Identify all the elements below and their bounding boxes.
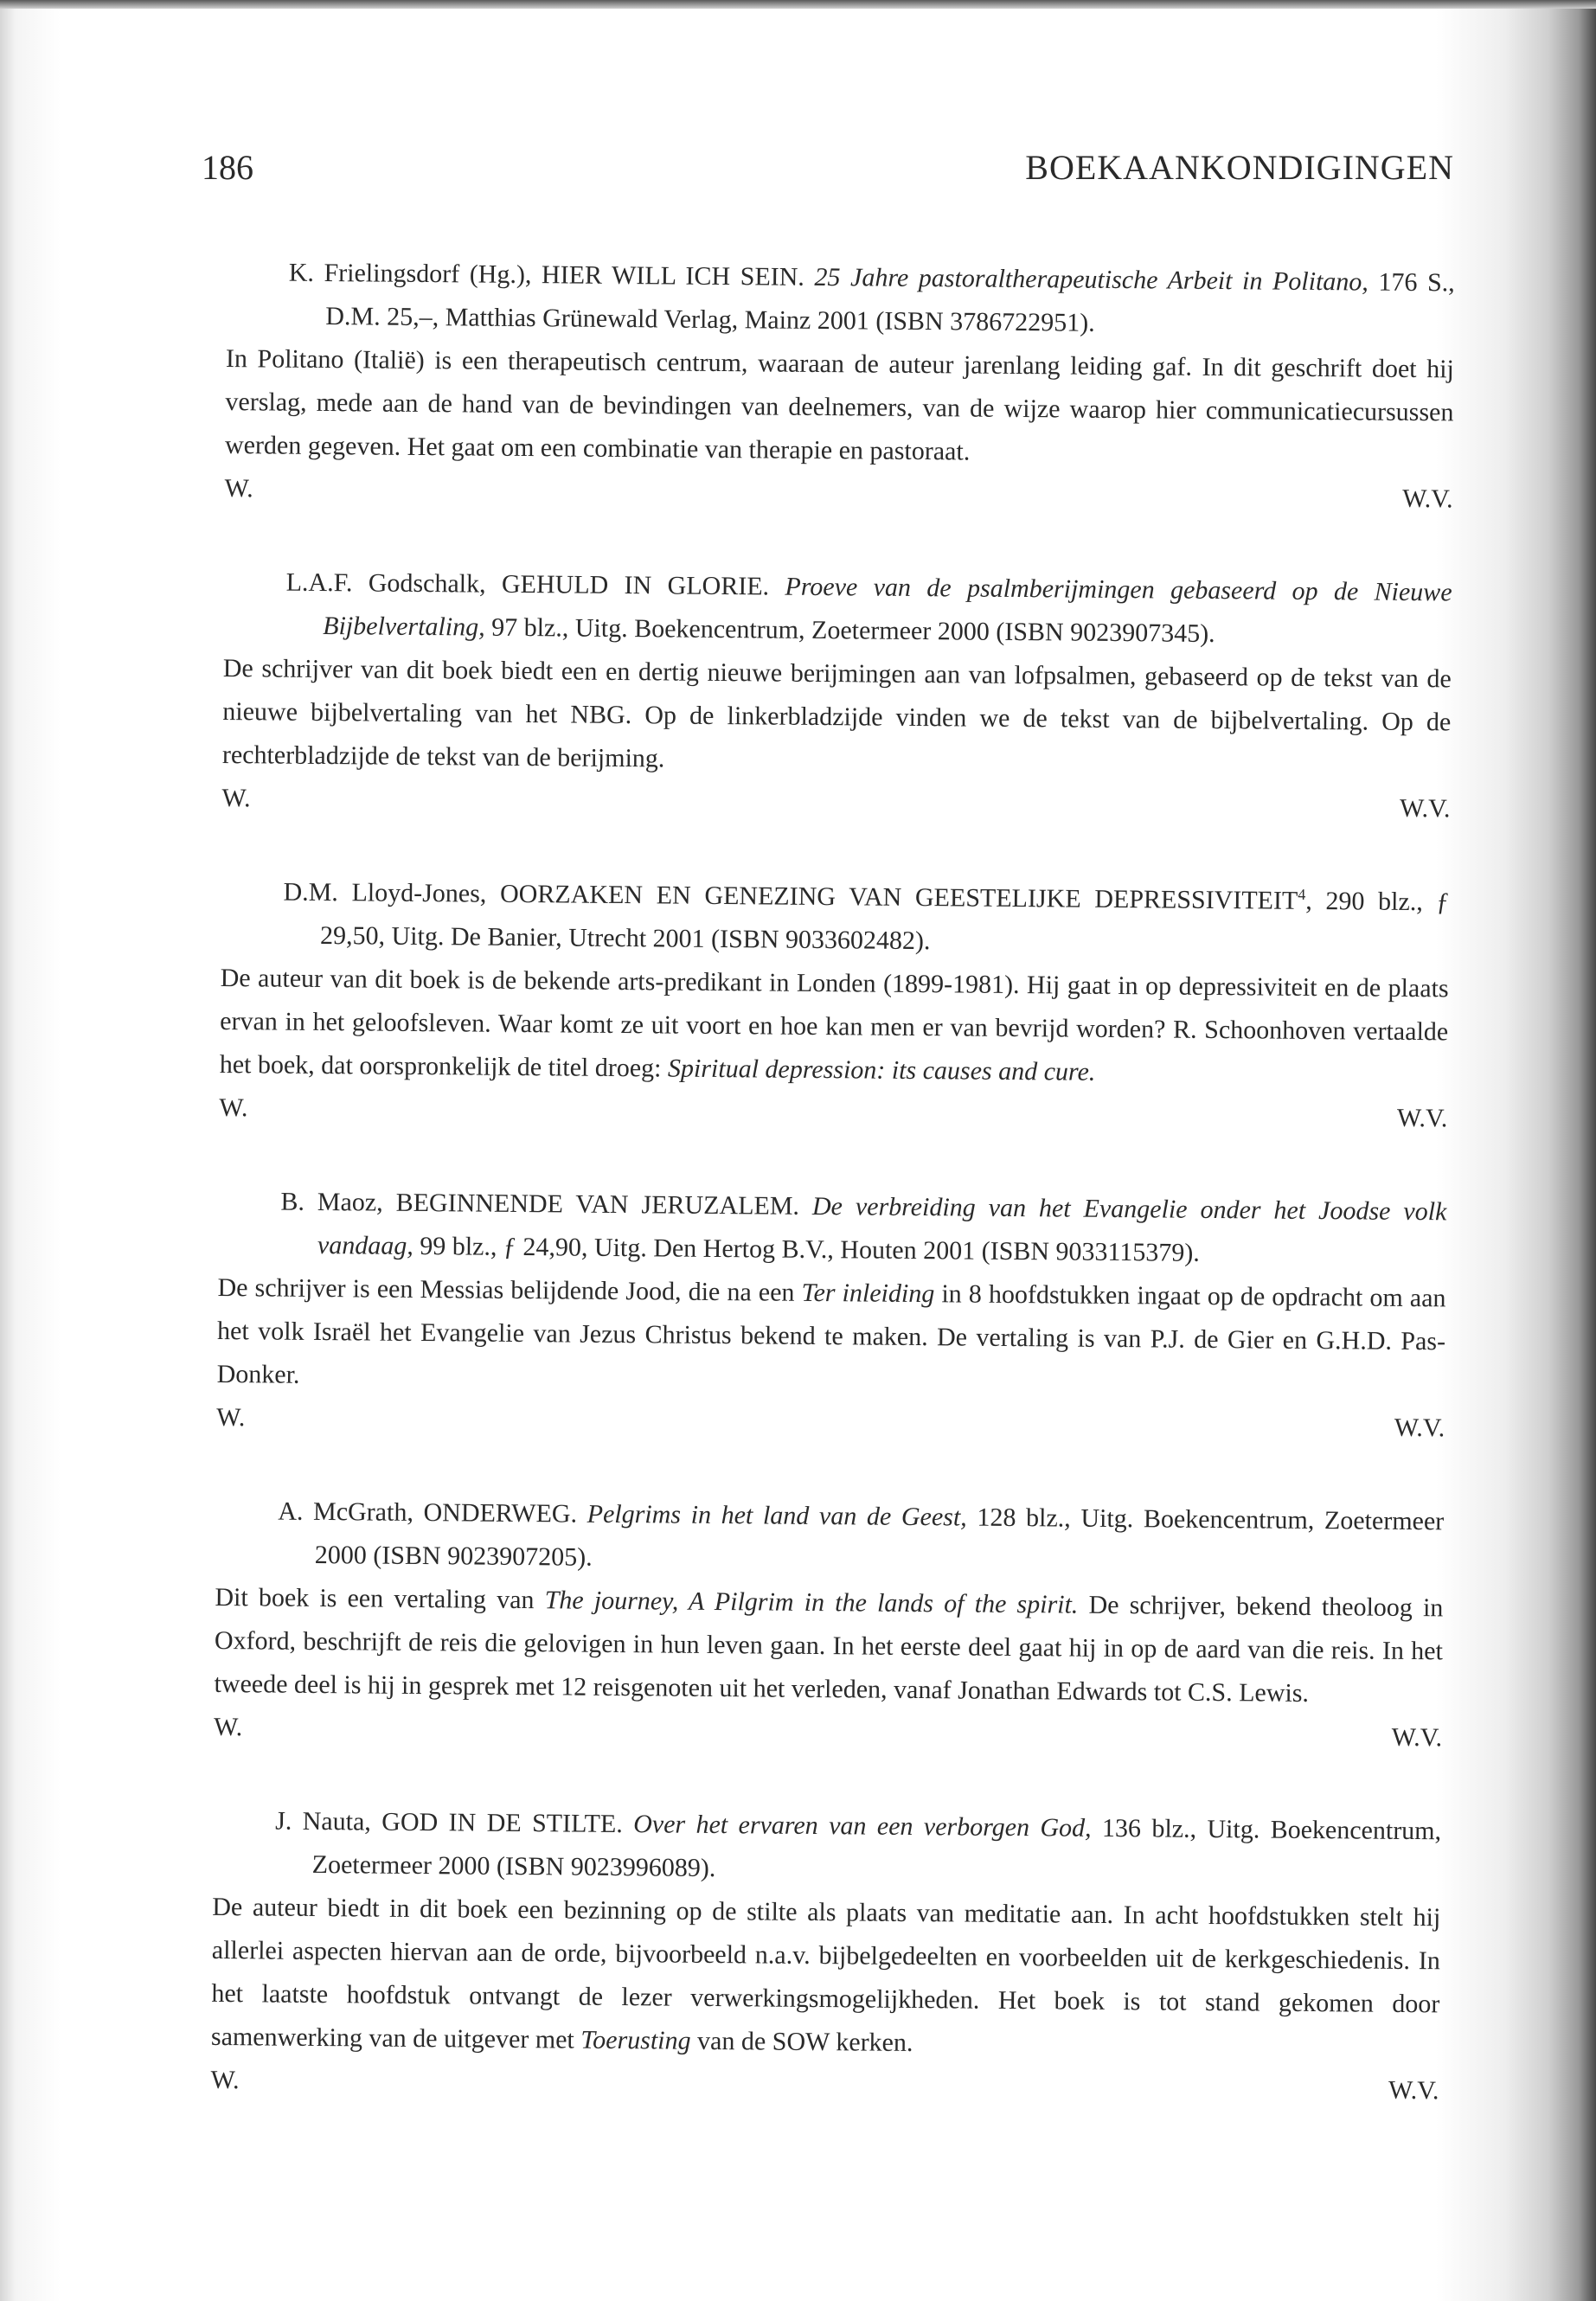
- subtitle: 25 Jahre pastoraltherapeutische Arbeit in Politano,: [814, 262, 1369, 297]
- signature-left: W.: [224, 473, 253, 503]
- book-entry: [219, 870, 1450, 1140]
- publisher-name: Toerusting: [580, 2025, 691, 2055]
- original-title: Spiritual depression: its causes and cure.: [667, 1054, 1096, 1086]
- subtitle: Proeve van de psalmberijmingen gebaseerd op de Nieuwe Bijbelvertaling,: [323, 572, 1452, 642]
- footnote-marker: 4: [1298, 885, 1306, 903]
- book-entry: [210, 1799, 1441, 2112]
- book-description: In Politano (Italië) is een therapeutisch centrum, waaraan de auteur jarenlang leiding gaf. In dit geschrift doet hij verslag, mede aan de hand van de bevindingen van deelnemers, van de wijze waarop hier communicatiecursussen werden gegeven. Het gaat om een combinatie van therapie en pastoraat.: [224, 343, 1455, 466]
- page-header: [202, 147, 1454, 199]
- signature-left: W.: [221, 783, 251, 813]
- book-entry: [214, 1490, 1445, 1759]
- signature-left: W.: [210, 2065, 240, 2095]
- book-description: De auteur van dit boek is de bekende arts-predikant in Londen (1899-1981). Hij gaat in op depressiviteit en de plaats ervan in het geloofsleven. Waar komt ze uit voort en hoe kan men er van bevrijd worden? R. Schoonhoven vertaalde het boek, dat oorspronkelijk de titel droeg: Spiritual depression: its causes and cure.: [219, 963, 1449, 1086]
- signature-left: W.: [216, 1402, 246, 1433]
- book-description: De schrijver van dit boek biedt een en dertig nieuwe berijmingen aan van lofpsalmen, gebaseerd op de tekst van de nieuwe bijbelvertaling van het NBG. Op de linkerbladzijde vinden we de tekst van de bijbelvertaling. Op de rechterbladzijde de tekst van de berijming.: [221, 653, 1452, 773]
- signature-right: W.V.: [1388, 2075, 1439, 2106]
- announcements-list: [210, 251, 1455, 2163]
- book-entry: [216, 1180, 1447, 1450]
- book-description: De auteur biedt in dit boek een bezinning op de stilte als plaats van meditatie aan. In acht hoofdstukken stelt hij allerlei aspecten hiervan aan de orde, bijvoorbeeld n.a.v. bijbelgedeelten en voorbeelden uit de kerkgeschiedenis. In het laatste hoofdstuk ontvangt de lezer verwerkingsmogelijkheden. Het boek is tot stand gekomen door samenwerking van de uitgever met Toerusting van de SOW kerken.: [210, 1892, 1441, 2058]
- signature-right: W.V.: [1399, 793, 1451, 824]
- subtitle: Over het ervaren van een verborgen God,: [633, 1810, 1092, 1843]
- original-title: The journey, A Pilgrim in the lands of the spirit.: [544, 1586, 1079, 1619]
- signature-left: W.: [219, 1093, 248, 1123]
- signature-right: W.V.: [1394, 1413, 1445, 1443]
- signature-left: W.: [213, 1712, 243, 1742]
- book-entry: [224, 251, 1455, 521]
- subtitle: Pelgrims in het land van de Geest,: [586, 1499, 967, 1532]
- book-description: Dit boek is een vertaling van The journey, A Pilgrim in the lands of the spirit. De schrijver, bekend theoloog in Oxford, beschrijft de reis die gelovigen in hun leven gaan. In het eerste deel gaat hij in op de aard van die reis. In het tweede deel is hij in gesprek met 12 reisgenoten uit het verleden, vanaf Jonathan Edwards tot C.S. Lewis.: [214, 1582, 1444, 1708]
- signature-right: W.V.: [1396, 1103, 1448, 1133]
- book-citation: K. Frielingsdorf (Hg.), HIER WILL ICH SEIN. 25 Jahre pastoraltherapeutische Arbeit in Politano, 176 S., D.M. 25,–, Matthias Grünewald Verlag, Mainz 2001 (ISBN 3786722951).: [288, 258, 1455, 337]
- book-citation: L.A.F. Godschalk, GEHULD IN GLORIE. Proeve van de psalmberijmingen gebaseerd op de Nieuwe Bijbelvertaling, 97 blz., Uitg. Boekencentrum, Zoetermeer 2000 (ISBN 9023907345).: [285, 567, 1452, 648]
- book-citation: J. Nauta, GOD IN DE STILTE. Over het ervaren van een verborgen God, 136 blz., Uitg. Boekencentrum, Zoetermeer 2000 (ISBN 9023996089).: [275, 1806, 1442, 1883]
- book-citation: B. Maoz, BEGINNENDE VAN JERUZALEM. De verbreiding van het Evangelie onder het Joodse volk vandaag, 99 blz., ƒ 24,90, Uitg. Den Hertog B.V., Houten 2001 (ISBN 9033115379).: [280, 1187, 1447, 1267]
- book-entry: [221, 561, 1452, 830]
- book-description: De schrijver is een Messias belijdende Jood, die na een Ter inleiding in 8 hoofdstukken ingaat op de opdracht om aan het volk Israël het Evangelie van Jezus Christus bekend te maken. De vertaling is van P.J. de Gier en G.H.D. Pas-Donker.: [216, 1272, 1446, 1389]
- chapter-title: Ter inleiding: [801, 1278, 935, 1309]
- scan-edge: [0, 0, 1596, 9]
- subtitle: De verbreiding van het Evangelie onder het Joodse volk vandaag,: [317, 1191, 1447, 1260]
- signature-right: W.V.: [1402, 484, 1453, 514]
- book-citation: D.M. Lloyd-Jones, OORZAKEN EN GENEZING VAN GEESTELIJKE DEPRESSIVITEIT$^4$, 290 blz., ƒ 29,50, Uitg. De Banier, Utrecht 2001 (ISBN 9033602482).: [283, 877, 1450, 956]
- signature-right: W.V.: [1391, 1722, 1443, 1753]
- page-number: 186: [202, 148, 253, 187]
- book-citation: A. McGrath, ONDERWEG. Pelgrims in het land van de Geest, 128 blz., Uitg. Boekencentrum, Zoetermeer 2000 (ISBN 9023907205).: [278, 1497, 1445, 1572]
- running-title: BOEKAANKONDIGINGEN: [1025, 148, 1454, 187]
